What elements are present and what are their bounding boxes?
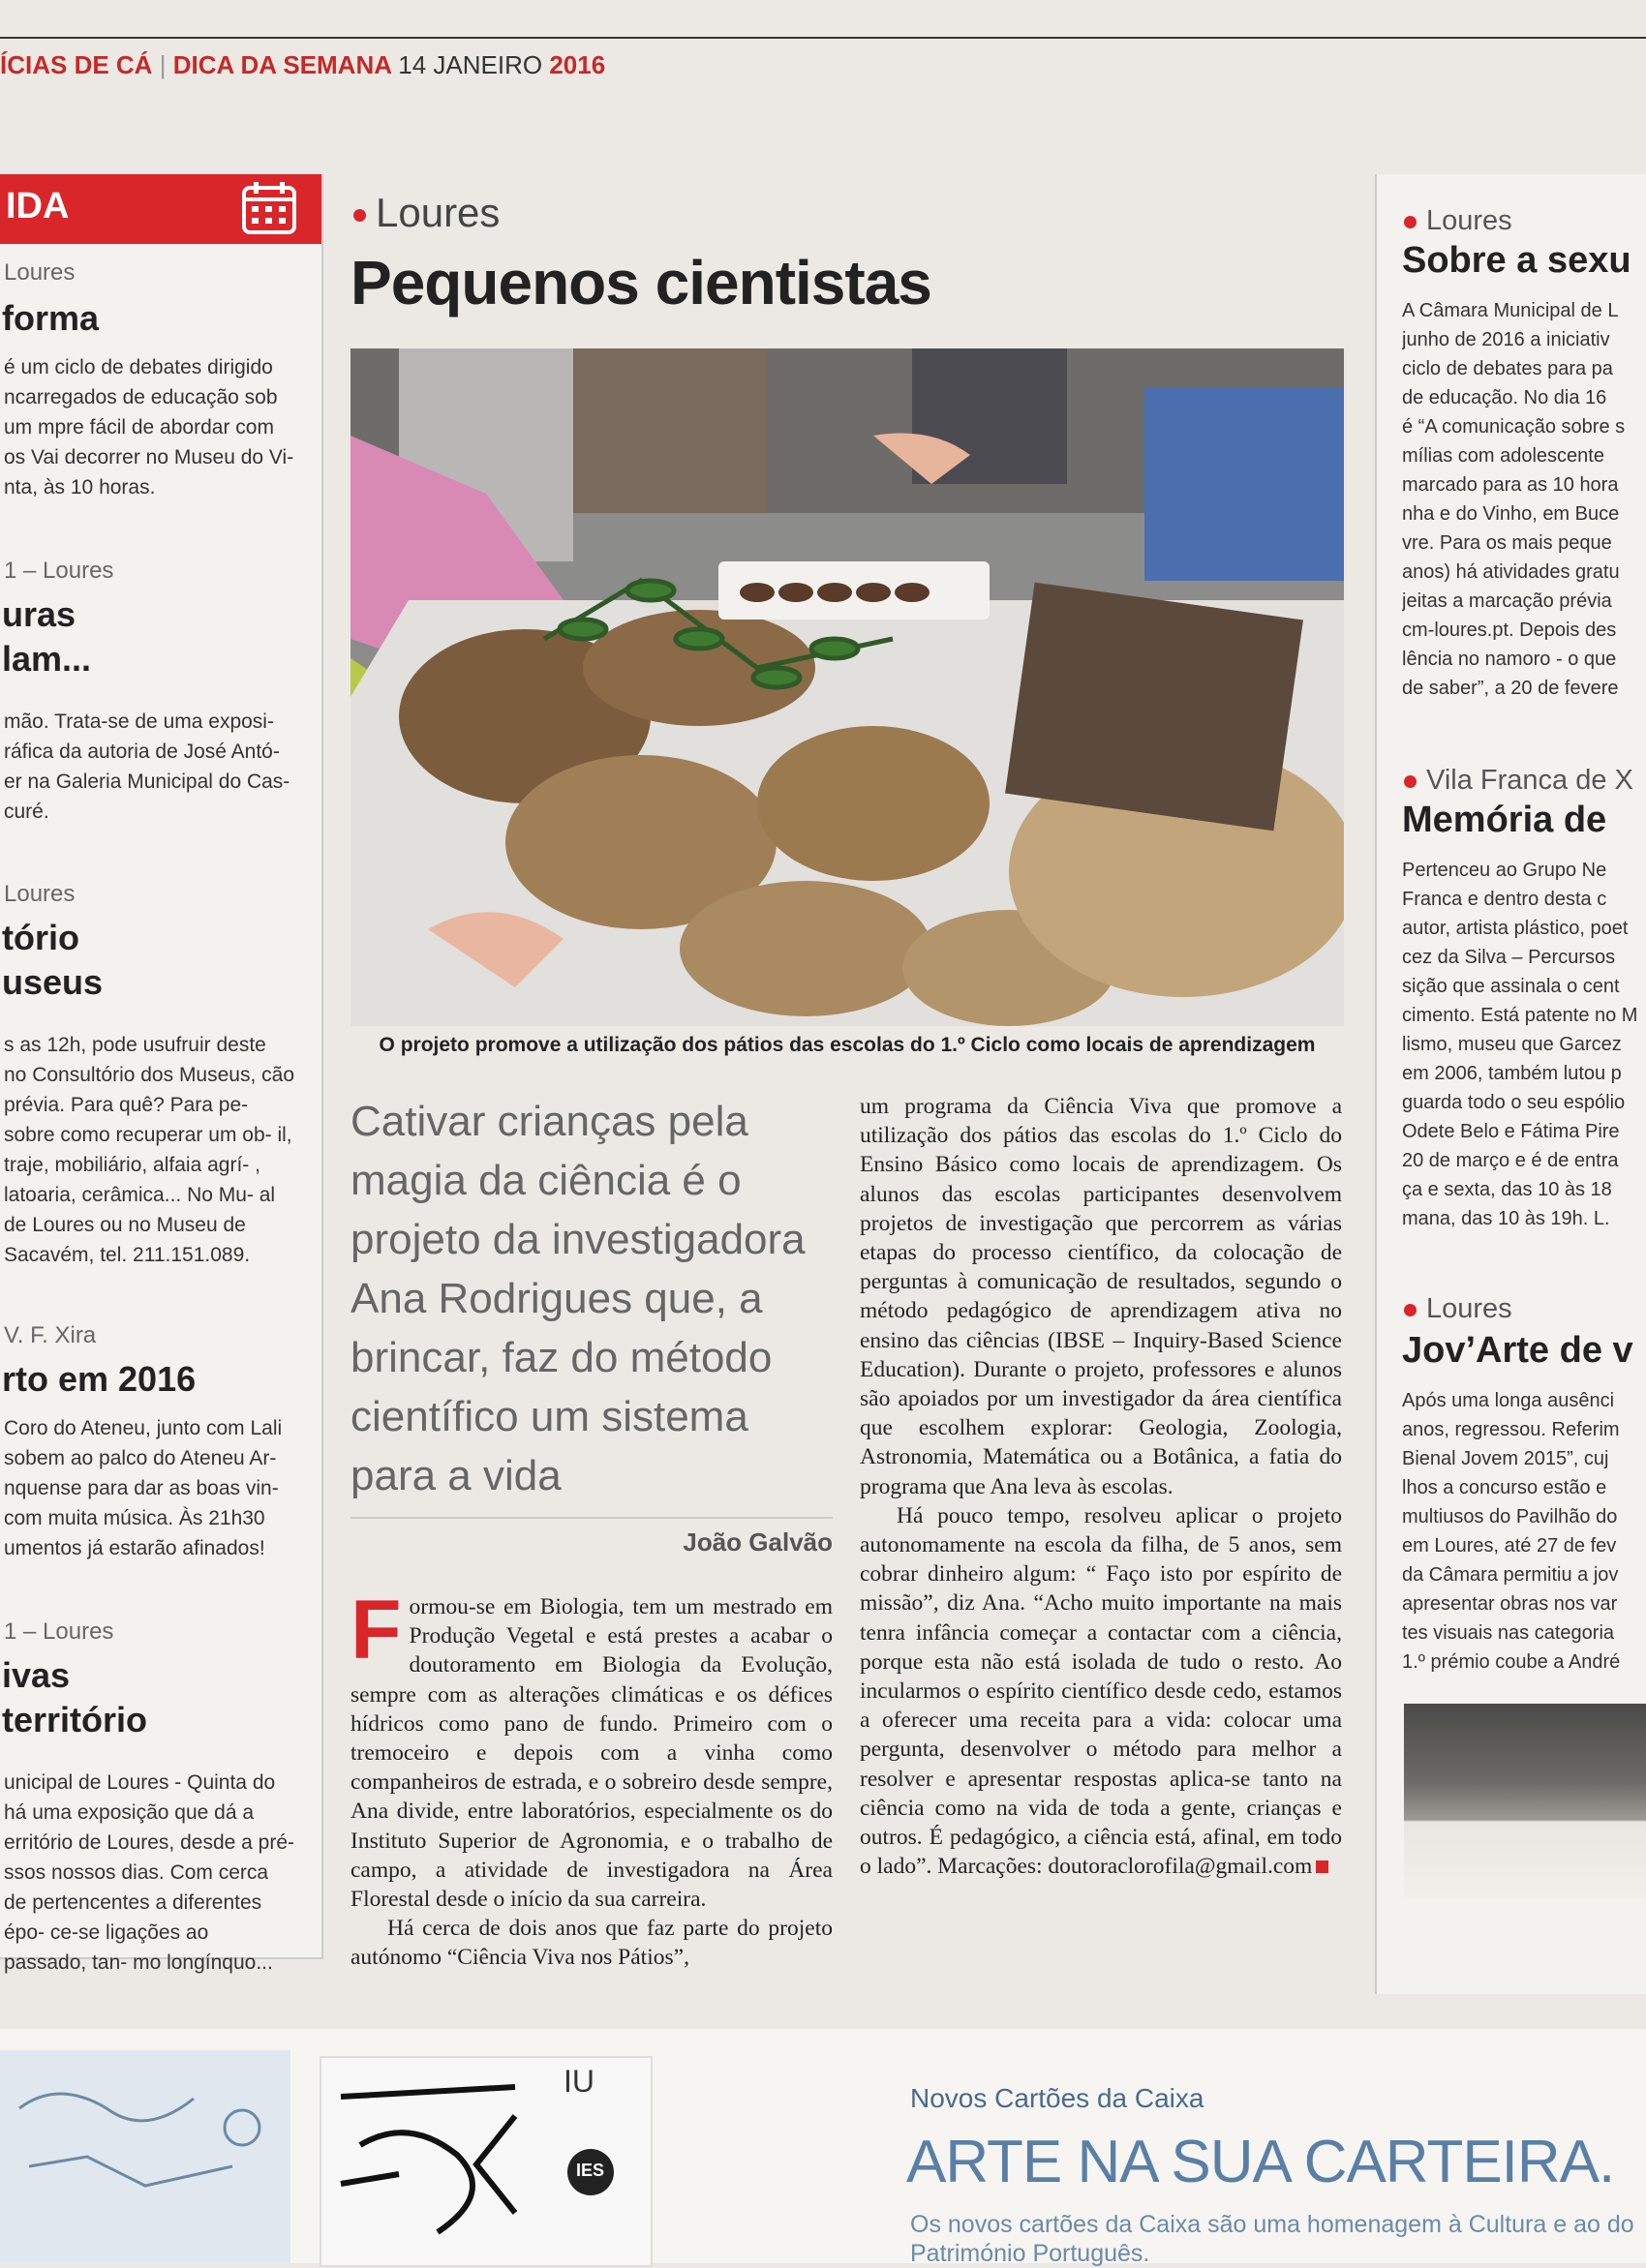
top-rule bbox=[0, 37, 1646, 39]
news-location bbox=[1404, 1293, 1512, 1325]
ad-card-text: IU bbox=[564, 2064, 594, 2099]
ad-subtitle: Novos Cartões da Caixa bbox=[910, 2083, 1204, 2113]
news-body bbox=[1402, 296, 1646, 703]
article-location bbox=[353, 190, 500, 236]
article-photo bbox=[351, 348, 1344, 1026]
ad-card bbox=[320, 2056, 653, 2267]
news-body bbox=[1402, 856, 1646, 1233]
page-header bbox=[0, 50, 605, 80]
news-location-text: Loures bbox=[1426, 1293, 1512, 1324]
news-body-line: Odete Belo e Fátima Pire bbox=[1402, 1121, 1620, 1142]
header-date: 14 JANEIRO bbox=[398, 50, 543, 79]
news-body-line: Após uma longa ausênci bbox=[1402, 1390, 1615, 1411]
header-separator: | bbox=[159, 50, 167, 79]
event-title: ivas território bbox=[2, 1655, 148, 1739]
news-body bbox=[1402, 1386, 1646, 1677]
news-location bbox=[1404, 205, 1512, 237]
header-year: 2016 bbox=[549, 50, 606, 79]
end-mark-icon bbox=[1316, 1860, 1328, 1873]
article-lead: Cativar crianças pela magia da ciência é o projeto da investigadora Ana Rodrigues que, a brincar, faz do método científico um sistema para a vida bbox=[351, 1098, 806, 1499]
news-body-line: Bienal Jovem 2015”, cuj bbox=[1402, 1448, 1609, 1469]
news-body-line: 1.º prémio coube a André bbox=[1402, 1651, 1621, 1673]
news-body-line: de saber”, a 20 de fevere bbox=[1402, 678, 1619, 699]
red-bullet-icon bbox=[1404, 1304, 1417, 1316]
article-author: João Galvão bbox=[683, 1527, 833, 1557]
news-body-line: cimento. Está patente no M bbox=[1402, 1005, 1638, 1026]
news-body-line: 20 de março e é de entra bbox=[1402, 1150, 1619, 1171]
news-photo bbox=[1404, 1704, 1646, 1897]
event-body: s as 12h, pode usufruir deste no Consultório dos Museus, cão prévia. Para quê? Para pe- sobre como recuperar um ob- il, traje, mobiliário, alfaia agrí- , latoaria, cerâmica... No Mu- al de Loures ou no Museu de Sacavém, tel. 211.151.089. bbox=[4, 1034, 294, 1266]
news-body-line: autor, artista plástico, poet bbox=[1402, 918, 1629, 939]
news-title: Sobre a sexu bbox=[1402, 240, 1631, 281]
event-title: forma bbox=[2, 298, 100, 338]
news-body-line: cez da Silva – Percursos bbox=[1402, 947, 1616, 968]
news-body-line: Franca e dentro desta c bbox=[1402, 889, 1607, 910]
article-column-1 bbox=[351, 1584, 833, 1973]
news-body-line: anos, regressou. Referim bbox=[1402, 1419, 1620, 1440]
drop-cap: F bbox=[351, 1584, 402, 1677]
news-body-line: ciclo de debates para pa bbox=[1402, 358, 1613, 379]
news-body-line: é “A comunicação sobre s bbox=[1402, 416, 1626, 438]
news-body-line: sição que assinala o cent bbox=[1402, 976, 1620, 997]
news-body-line: junho de 2016 a iniciativ bbox=[1402, 329, 1610, 350]
event-title: uras lam... bbox=[2, 594, 92, 679]
article-paragraph: um programa da Ciência Viva que promove a utilização dos pátios das escolas do 1.º Ciclo do Ensino Básico como locais de aprendizagem. Os alunos das escolas participantes desenvolvem projetos de investigação que percorrem as várias etapas do processo científico, da colocação de perguntas à comunicação de resultados, segundo o método pedagógico de aprendizagem ativa no ensino das ciências (IBSE – Inquiry-Based Science Education). Durante o projeto, professores e alunos são apoiados por um investigador da área científica que escolhem explorar: Geologia, Zoologia, Astronomia, Matemática ou a Botânica, a fatia do programa que Ana leva às escolas. bbox=[860, 1094, 1342, 1499]
news-body-line: A Câmara Municipal de L bbox=[1402, 300, 1619, 321]
news-body-line: apresentar obras nos var bbox=[1402, 1593, 1618, 1615]
ad-body: Os novos cartões da Caixa são uma homenagem à Cultura e ao do Património Português. bbox=[910, 2211, 1634, 2267]
event-location: 1 – Loures bbox=[4, 558, 114, 584]
news-body-line: em 2006, também lutou p bbox=[1402, 1063, 1622, 1084]
news-body-line: vre. Para os mais peque bbox=[1402, 532, 1612, 554]
article-title: Pequenos cientistas bbox=[351, 248, 931, 318]
lead-divider bbox=[351, 1517, 833, 1519]
event-body: mão. Trata-se de uma exposi- ráfica da autoria de José Antó- er na Galeria Municipal do Cas- curé. bbox=[4, 711, 290, 823]
article-column-2 bbox=[860, 1092, 1342, 1881]
news-body-line: tes visuais nas categoria bbox=[1402, 1622, 1615, 1644]
event-body: unicipal de Loures - Quinta do há uma exposição que dá a erritório de Loures, desde a pré- ssos nossos dias. Com cerca de pertencentes a diferentes épo- ce-se ligações ao passado, tan- mo longínquo... bbox=[4, 1771, 294, 1974]
news-location-text: Vila Franca de X bbox=[1426, 765, 1633, 796]
news-body-line: nha e do Vinho, em Buce bbox=[1402, 503, 1620, 525]
news-location bbox=[1404, 765, 1633, 797]
news-title: Memória de bbox=[1402, 800, 1607, 840]
ad-card-text: IES bbox=[576, 2161, 605, 2180]
event-body: Coro do Ateneu, junto com Lali sobem ao palco do Ateneu Ar- nquense para dar as boas vin- com muita música. Às 21h30 umentos já estarão afinados! bbox=[4, 1417, 283, 1559]
event-location: Loures bbox=[4, 259, 76, 286]
news-location-text: Loures bbox=[1426, 205, 1512, 236]
news-body-line: marcado para as 10 hora bbox=[1402, 474, 1619, 496]
article-location-text: Loures bbox=[376, 190, 501, 235]
news-body-line: guarda todo o seu espólio bbox=[1402, 1092, 1626, 1113]
event-body: é um ciclo de debates dirigido ncarregados de educação sob um mpre fácil de abordar com os Vai decorrer no Museu do Vi- nta, às 10 horas. bbox=[4, 356, 294, 499]
event-location: V. F. Xira bbox=[4, 1322, 97, 1348]
news-body-line: de educação. No dia 16 bbox=[1402, 387, 1607, 408]
news-body-line: anos) há atividades gratu bbox=[1402, 561, 1620, 583]
article-paragraph: Há cerca de dois anos que faz parte do projeto autónomo “Ciência Viva nos Pátios”, bbox=[351, 1916, 833, 1971]
event-location: 1 – Loures bbox=[4, 1618, 114, 1645]
photo-caption: O projeto promove a utilização dos pátios das escolas do 1.º Ciclo como locais de aprendizagem bbox=[379, 1034, 1316, 1056]
news-body-line: ça e sexta, das 10 às 18 bbox=[1402, 1179, 1612, 1200]
event-title: rto em 2016 bbox=[2, 1359, 197, 1399]
ad-title: ARTE NA SUA CARTEIRA. bbox=[906, 2129, 1615, 2195]
event-location: Loures bbox=[4, 881, 76, 907]
news-body-line: jeitas a marcação prévia bbox=[1402, 590, 1612, 612]
section-name: ÍCIAS DE CÁ bbox=[0, 50, 153, 79]
news-body-line: multiusos do Pavilhão do bbox=[1402, 1506, 1618, 1527]
news-body-line: mílias com adolescente bbox=[1402, 445, 1604, 467]
news-body-line: mana, das 10 às 19h. L. bbox=[1402, 1208, 1610, 1229]
article-paragraph bbox=[860, 1501, 1342, 1882]
ad-card-image bbox=[0, 2050, 290, 2263]
news-body-line: cm-loures.pt. Depois des bbox=[1402, 620, 1617, 641]
article-paragraph: ormou-se em Biologia, tem um mestrado em Produção Vegetal e está prestes a acabar o doutoramento em Biologia da Evolução, sempre com as alterações climáticas e os défices hídricos como pano de fundo. Primeiro com o tremoceiro e depois com a vinha como companheiros de estrada, e o sobreiro desde sempre, Ana divide, entre laboratórios, especialmente os do Instituto Superior de Agronomia, e o trabalho de campo, a atividade de investigadora na Área Florestal desde o início da sua carreira. bbox=[351, 1594, 833, 1913]
article-paragraph-text: Há pouco tempo, resolveu aplicar o projeto autonomamente na escola da filha, de 5 anos, sem cobrar dinheiro algum: “ Faço isto por espírito de missão”, diz Ana. “Acho muito importante na mais tenra infância começar a contactar com a ciência, porque esta não está isolada de tudo o resto. Ao incularmos o espírito científico desde cedo, estamos a oferecer uma receita para a vida: colocar uma pergunta, desenvolver o método para melhor a resolver e apresentar respostas aplica-se tanto na ciência como na vida de toda a gente, crianças e outros. É pedagógico, a ciência está, afinal, em todo o lado”. Marcações: doutoraclorofila@gmail.com bbox=[860, 1502, 1342, 1880]
header-dica: DICA DA SEMANA bbox=[172, 50, 392, 79]
red-bullet-icon bbox=[1404, 216, 1417, 228]
news-title: Jov’Arte de v bbox=[1402, 1330, 1633, 1371]
news-body-line: Pertenceu ao Grupo Ne bbox=[1402, 860, 1607, 881]
news-body-line: lhos a concurso estão e bbox=[1402, 1477, 1607, 1498]
calendar-icon bbox=[240, 180, 298, 236]
news-body-line: em Loures, até 27 de fev bbox=[1402, 1535, 1617, 1557]
news-body-line: lência no namoro - o que bbox=[1402, 649, 1617, 670]
event-title: tório useus bbox=[2, 918, 104, 1002]
news-body-line: lismo, museu que Garcez bbox=[1402, 1034, 1622, 1055]
red-bullet-icon bbox=[1404, 775, 1417, 788]
red-bullet-icon bbox=[353, 209, 366, 222]
left-sidebar-title: IDA bbox=[6, 186, 70, 227]
news-body-line: da Câmara permitiu a jov bbox=[1402, 1564, 1619, 1586]
